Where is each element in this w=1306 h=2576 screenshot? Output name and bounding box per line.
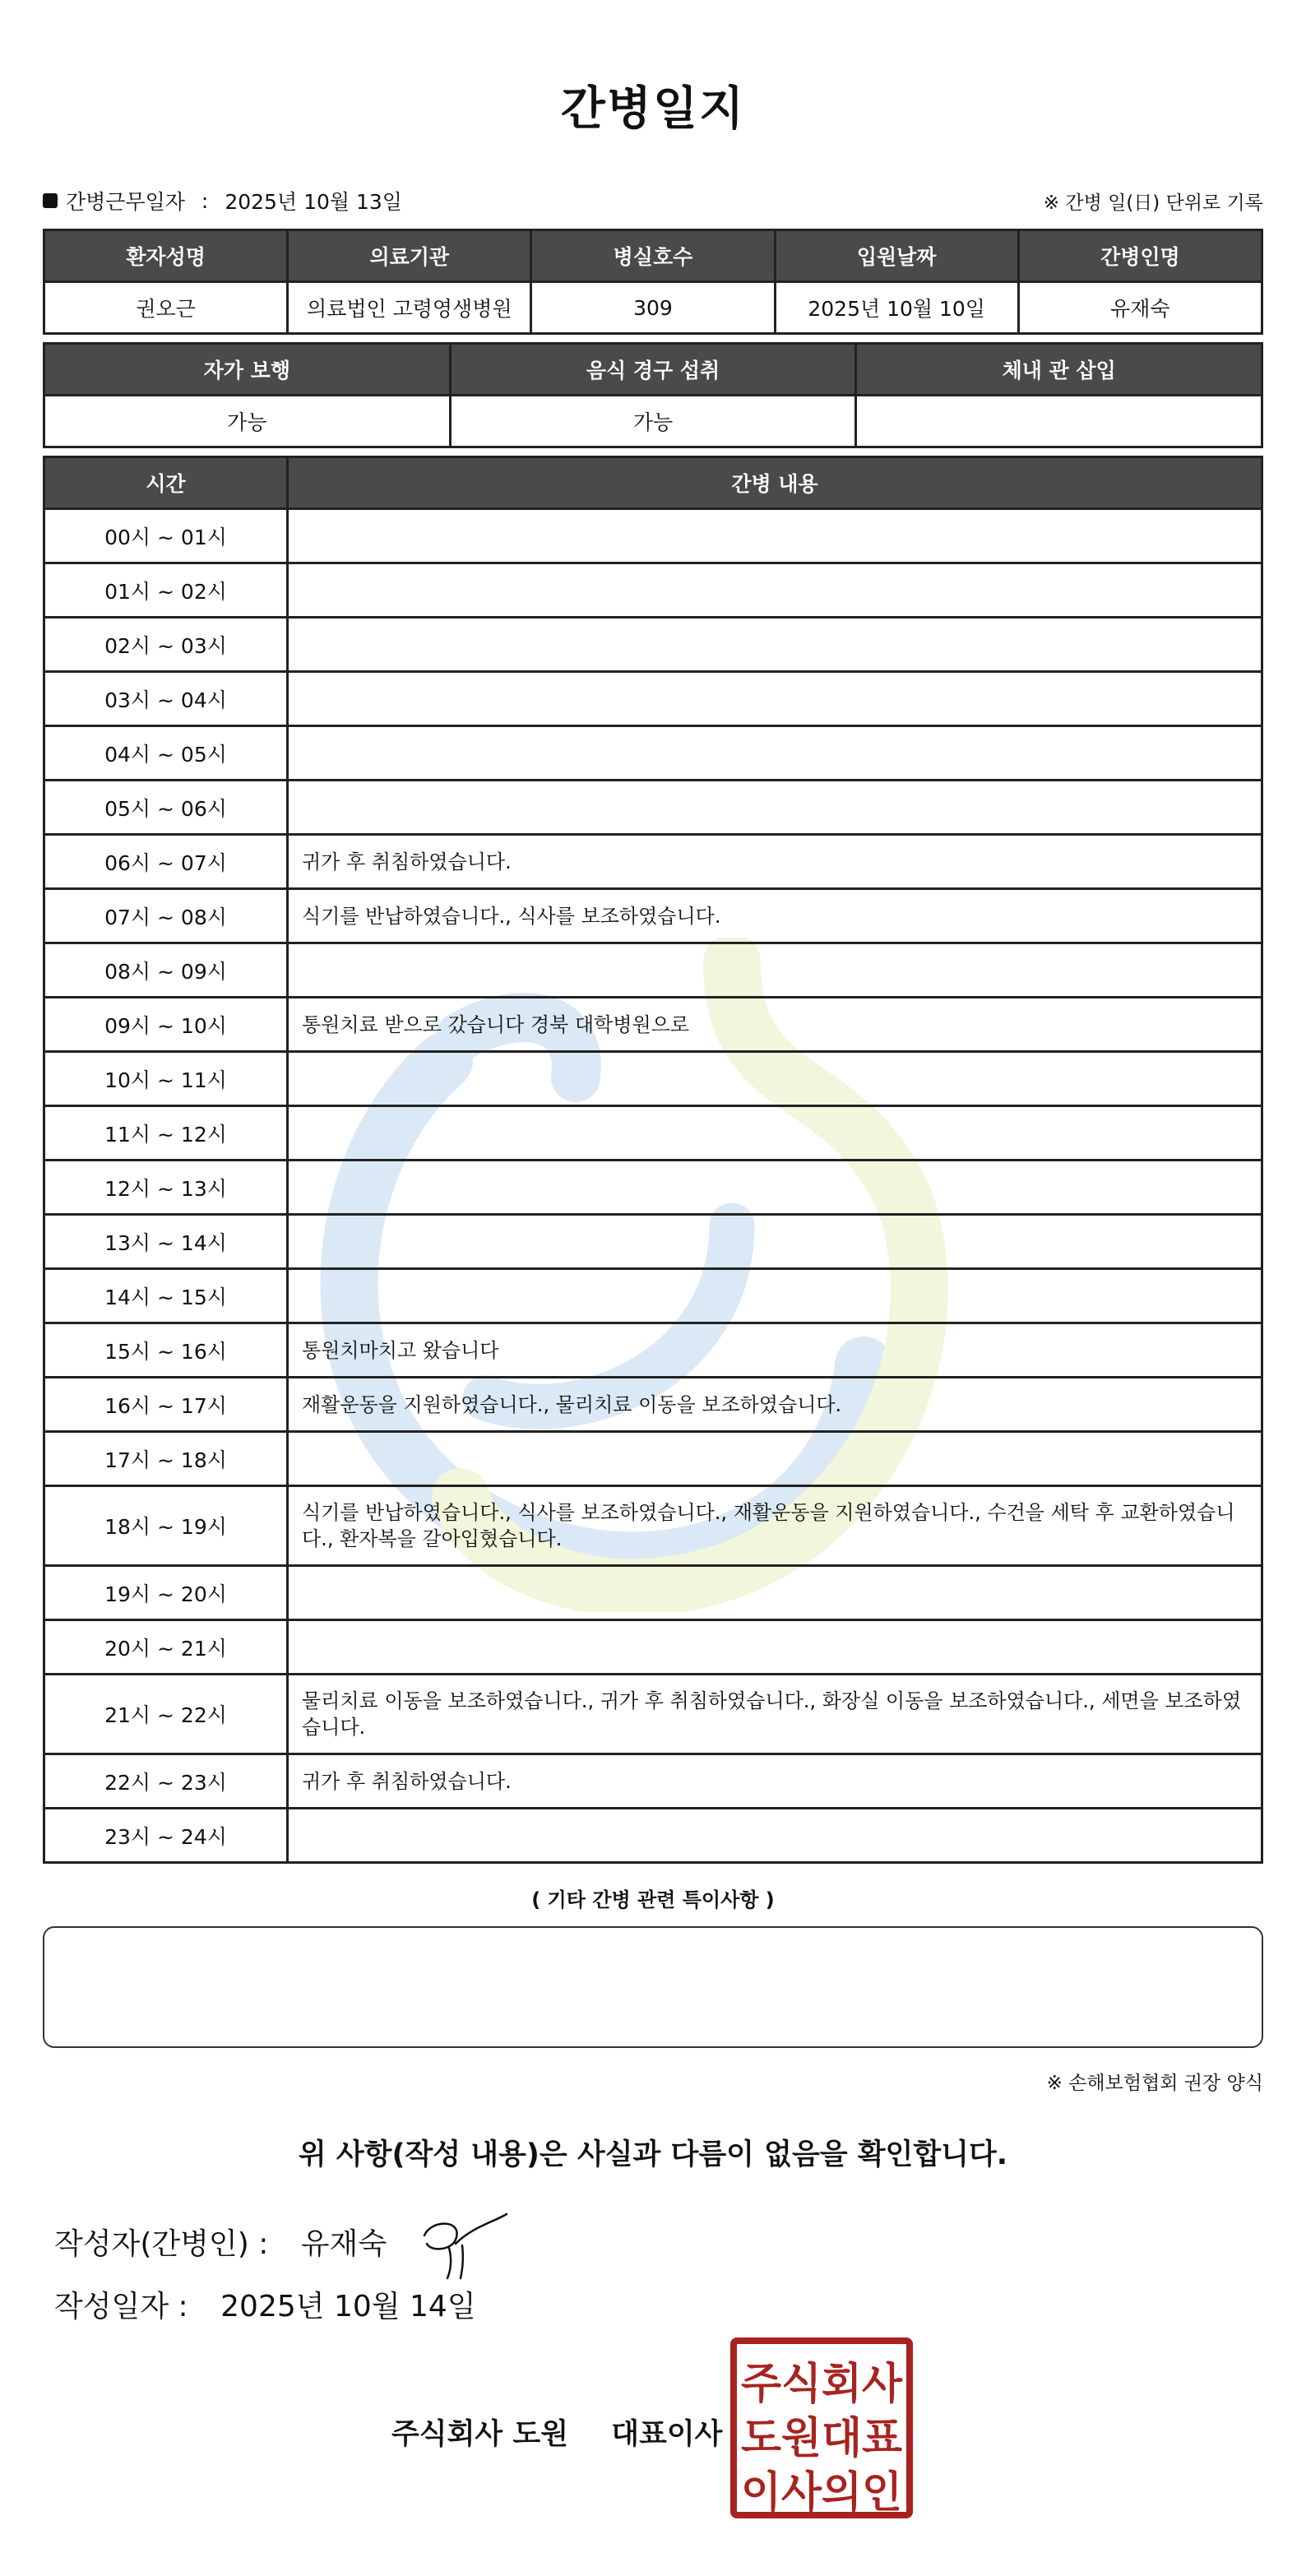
log-row — [44, 1378, 1262, 1432]
log-time: 01시 ~ 02시 — [44, 563, 288, 618]
log-row — [44, 943, 1262, 998]
log-content: 식기를 반납하였습니다., 식사를 보조하였습니다., 재활운동을 지원하였습니다., 수건을 세탁 후 교환하였습니다., 환자복을 갈아입혔습니다. — [288, 1486, 1262, 1566]
log-time: 10시 ~ 11시 — [44, 1052, 288, 1106]
log-content — [288, 1620, 1262, 1675]
log-content — [288, 672, 1262, 726]
log-content — [288, 1161, 1262, 1215]
info-header: 환자성명 — [44, 230, 288, 282]
log-content — [288, 1215, 1262, 1269]
log-time: 02시 ~ 03시 — [44, 618, 288, 672]
confirmation-statement: 위 사항(작성 내용)은 사실과 다름이 없음을 확인합니다. — [298, 2138, 1008, 2171]
log-row — [44, 835, 1262, 889]
log-row — [44, 1566, 1262, 1620]
admission-date: 2025년 10월 10일 — [775, 282, 1018, 334]
company-seal-stamp — [729, 2336, 915, 2520]
svg-text:도원대표: 도원대표 — [741, 2414, 902, 2463]
log-row — [44, 618, 1262, 672]
log-row — [44, 1215, 1262, 1269]
log-row — [44, 889, 1262, 943]
medical-institution: 의료법인 고령영생병원 — [288, 282, 531, 334]
room-number: 309 — [531, 282, 775, 334]
caregiver-name: 유재숙 — [1018, 282, 1262, 334]
log-content: 식기를 반납하였습니다., 식사를 보조하였습니다. — [288, 889, 1262, 943]
info-header: 간병인명 — [1018, 230, 1262, 282]
log-content: 재활운동을 지원하였습니다., 물리치료 이동을 보조하였습니다. — [288, 1378, 1262, 1432]
log-time: 22시 ~ 23시 — [44, 1754, 288, 1809]
log-row — [44, 1106, 1262, 1161]
log-time: 20시 ~ 21시 — [44, 1620, 288, 1675]
log-row — [44, 672, 1262, 726]
form-footnote: ※ 손해보험협회 권장 양식 — [1046, 2073, 1263, 2094]
log-content — [288, 618, 1262, 672]
log-content — [288, 1432, 1262, 1486]
log-content — [288, 943, 1262, 998]
care-log-table — [43, 456, 1263, 1864]
svg-text:주식회사: 주식회사 — [741, 2360, 903, 2409]
date-value: 2025년 10월 14일 — [220, 2290, 476, 2323]
log-time: 07시 ~ 08시 — [44, 889, 288, 943]
care-log-body — [44, 509, 1262, 1863]
work-date-value: 2025년 10월 13일 — [225, 190, 402, 214]
log-content — [288, 1269, 1262, 1323]
log-content: 귀가 후 취침하였습니다. — [288, 835, 1262, 889]
log-time: 08시 ~ 09시 — [44, 943, 288, 998]
log-time: 21시 ~ 22시 — [44, 1675, 288, 1754]
log-time: 00시 ~ 01시 — [44, 509, 288, 563]
log-header-content: 간병 내용 — [288, 457, 1262, 509]
log-time: 17시 ~ 18시 — [44, 1432, 288, 1486]
log-content — [288, 726, 1262, 781]
status-header: 체내 관 삽입 — [856, 344, 1262, 396]
log-content — [288, 1106, 1262, 1161]
log-time: 11시 ~ 12시 — [44, 1106, 288, 1161]
log-content: 귀가 후 취침하였습니다. — [288, 1754, 1262, 1809]
signature-icon — [414, 2211, 513, 2285]
company-row — [391, 2412, 722, 2453]
self-walking-value: 가능 — [44, 396, 451, 447]
svg-text:이사의인: 이사의인 — [741, 2468, 902, 2518]
document-title: 간병일지 — [560, 82, 746, 136]
log-row — [44, 781, 1262, 835]
log-row — [44, 726, 1262, 781]
log-content: 물리치료 이동을 보조하였습니다., 귀가 후 취침하였습니다., 화장실 이동을 보조하였습니다., 세면을 보조하였습니다. — [288, 1675, 1262, 1754]
info-header: 병실호수 — [531, 230, 775, 282]
status-header: 음식 경구 섭취 — [450, 344, 856, 396]
log-time: 13시 ~ 14시 — [44, 1215, 288, 1269]
log-content — [288, 1566, 1262, 1620]
log-row — [44, 998, 1262, 1052]
log-row — [44, 1486, 1262, 1566]
log-time: 09시 ~ 10시 — [44, 998, 288, 1052]
unit-note: ※ 간병 일(日) 단위로 기록 — [1043, 192, 1263, 214]
date-row — [54, 2283, 476, 2325]
log-content — [288, 781, 1262, 835]
date-label: 작성일자 : — [54, 2290, 188, 2323]
log-time: 04시 ~ 05시 — [44, 726, 288, 781]
log-time: 12시 ~ 13시 — [44, 1161, 288, 1215]
writer-row — [54, 2221, 387, 2263]
log-row — [44, 509, 1262, 563]
memo-box — [43, 1926, 1263, 2048]
log-time: 19시 ~ 20시 — [44, 1566, 288, 1620]
memo-title: ( 기타 간병 관련 특이사항 ) — [531, 1888, 775, 1911]
company-name: 주식회사 도원 — [391, 2418, 569, 2451]
patient-status-table — [43, 342, 1263, 448]
status-header: 자가 보행 — [44, 344, 451, 396]
log-content — [288, 563, 1262, 618]
work-date-row — [43, 186, 402, 215]
log-content — [288, 509, 1262, 563]
patient-name: 권오근 — [44, 282, 288, 334]
representative-title: 대표이사 — [611, 2418, 723, 2451]
log-time: 03시 ~ 04시 — [44, 672, 288, 726]
log-content: 통원치료 받으로 갔습니다 경북 대학병원으로 — [288, 998, 1262, 1052]
log-time: 06시 ~ 07시 — [44, 835, 288, 889]
writer-name: 유재숙 — [300, 2227, 387, 2261]
log-row — [44, 1432, 1262, 1486]
work-date-label: 간병근무일자 — [66, 190, 185, 214]
log-time: 15시 ~ 16시 — [44, 1323, 288, 1378]
patient-info-table — [43, 229, 1263, 335]
log-time: 23시 ~ 24시 — [44, 1809, 288, 1863]
bullet-square-icon — [43, 193, 58, 208]
log-header-time: 시간 — [44, 457, 288, 509]
log-row — [44, 1754, 1262, 1809]
log-time: 18시 ~ 19시 — [44, 1486, 288, 1566]
log-row — [44, 1620, 1262, 1675]
oral-intake-value: 가능 — [450, 396, 856, 447]
log-time: 05시 ~ 06시 — [44, 781, 288, 835]
log-row — [44, 1052, 1262, 1106]
log-row — [44, 1675, 1262, 1754]
log-row — [44, 1809, 1262, 1863]
log-content — [288, 1052, 1262, 1106]
info-header: 입원날짜 — [775, 230, 1018, 282]
info-header: 의료기관 — [288, 230, 531, 282]
log-row — [44, 563, 1262, 618]
log-row — [44, 1269, 1262, 1323]
log-content — [288, 1809, 1262, 1863]
log-content: 통원치마치고 왔습니다 — [288, 1323, 1262, 1378]
writer-label: 작성자(간병인) : — [54, 2227, 269, 2261]
log-row — [44, 1161, 1262, 1215]
log-row — [44, 1323, 1262, 1378]
work-date-separator: : — [201, 188, 209, 213]
tube-insertion-value — [856, 396, 1262, 447]
log-time: 16시 ~ 17시 — [44, 1378, 288, 1432]
log-time: 14시 ~ 15시 — [44, 1269, 288, 1323]
